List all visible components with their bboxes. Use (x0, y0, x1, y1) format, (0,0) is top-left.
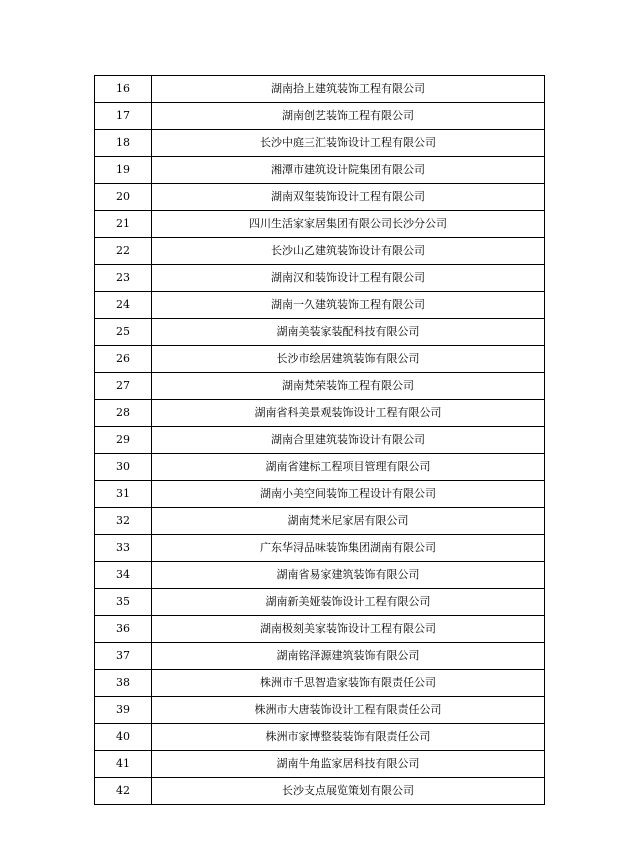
company-name: 湖南省建标工程项目管理有限公司 (152, 454, 545, 481)
row-number: 17 (95, 103, 152, 130)
company-name: 广东华浔品味装饰集团湖南有限公司 (152, 535, 545, 562)
row-number: 31 (95, 481, 152, 508)
table-row (95, 76, 545, 103)
company-name: 湖南新美娅装饰设计工程有限公司 (152, 589, 545, 616)
table-row (95, 508, 545, 535)
company-name: 湖南梵米尼家居有限公司 (152, 508, 545, 535)
company-list-table (94, 75, 545, 805)
table-row (95, 103, 545, 130)
row-number: 23 (95, 265, 152, 292)
table-row (95, 697, 545, 724)
company-name: 湖南美装家装配科技有限公司 (152, 319, 545, 346)
row-number: 19 (95, 157, 152, 184)
row-number: 21 (95, 211, 152, 238)
row-number: 37 (95, 643, 152, 670)
company-name: 长沙中庭三汇装饰设计工程有限公司 (152, 130, 545, 157)
table-row (95, 130, 545, 157)
row-number: 28 (95, 400, 152, 427)
row-number: 40 (95, 724, 152, 751)
company-name: 湖南省易家建筑装饰有限公司 (152, 562, 545, 589)
table-row (95, 643, 545, 670)
row-number: 41 (95, 751, 152, 778)
company-name: 湖南铭泽源建筑装饰有限公司 (152, 643, 545, 670)
table-row (95, 481, 545, 508)
row-number: 32 (95, 508, 152, 535)
row-number: 29 (95, 427, 152, 454)
row-number: 22 (95, 238, 152, 265)
row-number: 30 (95, 454, 152, 481)
table-row (95, 589, 545, 616)
company-name: 湖南创艺装饰工程有限公司 (152, 103, 545, 130)
company-name: 长沙山乙建筑装饰设计有限公司 (152, 238, 545, 265)
table-row (95, 778, 545, 805)
row-number: 20 (95, 184, 152, 211)
company-name: 株洲市家博整装装饰有限责任公司 (152, 724, 545, 751)
row-number: 24 (95, 292, 152, 319)
row-number: 36 (95, 616, 152, 643)
table-row (95, 319, 545, 346)
table-row (95, 724, 545, 751)
table-row (95, 670, 545, 697)
row-number: 39 (95, 697, 152, 724)
table-row (95, 751, 545, 778)
row-number: 33 (95, 535, 152, 562)
company-name: 湘潭市建筑设计院集团有限公司 (152, 157, 545, 184)
company-name: 湖南双玺装饰设计工程有限公司 (152, 184, 545, 211)
table-row (95, 265, 545, 292)
row-number: 18 (95, 130, 152, 157)
table-row (95, 562, 545, 589)
table-row (95, 292, 545, 319)
table-row (95, 400, 545, 427)
company-name: 株洲市大唐装饰设计工程有限责任公司 (152, 697, 545, 724)
company-name: 长沙支点展览策划有限公司 (152, 778, 545, 805)
company-name: 湖南汉和装饰设计工程有限公司 (152, 265, 545, 292)
company-name: 湖南合里建筑装饰设计有限公司 (152, 427, 545, 454)
company-name: 长沙市绘居建筑装饰有限公司 (152, 346, 545, 373)
row-number: 27 (95, 373, 152, 400)
company-name: 湖南梵荣装饰工程有限公司 (152, 373, 545, 400)
company-name: 湖南省科美景观装饰设计工程有限公司 (152, 400, 545, 427)
table-row (95, 616, 545, 643)
table-row (95, 454, 545, 481)
table-row (95, 373, 545, 400)
company-name: 湖南一久建筑装饰工程有限公司 (152, 292, 545, 319)
company-name: 株洲市千思智造家装饰有限责任公司 (152, 670, 545, 697)
row-number: 25 (95, 319, 152, 346)
company-list-body (95, 76, 545, 805)
company-name: 四川生活家家居集团有限公司长沙分公司 (152, 211, 545, 238)
company-name: 湖南牛角监家居科技有限公司 (152, 751, 545, 778)
table-row (95, 211, 545, 238)
table-row (95, 535, 545, 562)
row-number: 34 (95, 562, 152, 589)
row-number: 42 (95, 778, 152, 805)
table-row (95, 157, 545, 184)
company-name: 湖南极刻美家装饰设计工程有限公司 (152, 616, 545, 643)
table-row (95, 346, 545, 373)
company-name: 湖南小美空间装饰工程设计有限公司 (152, 481, 545, 508)
company-name: 湖南拾上建筑装饰工程有限公司 (152, 76, 545, 103)
table-row (95, 184, 545, 211)
row-number: 16 (95, 76, 152, 103)
table-row (95, 427, 545, 454)
table-row (95, 238, 545, 265)
row-number: 35 (95, 589, 152, 616)
row-number: 26 (95, 346, 152, 373)
row-number: 38 (95, 670, 152, 697)
